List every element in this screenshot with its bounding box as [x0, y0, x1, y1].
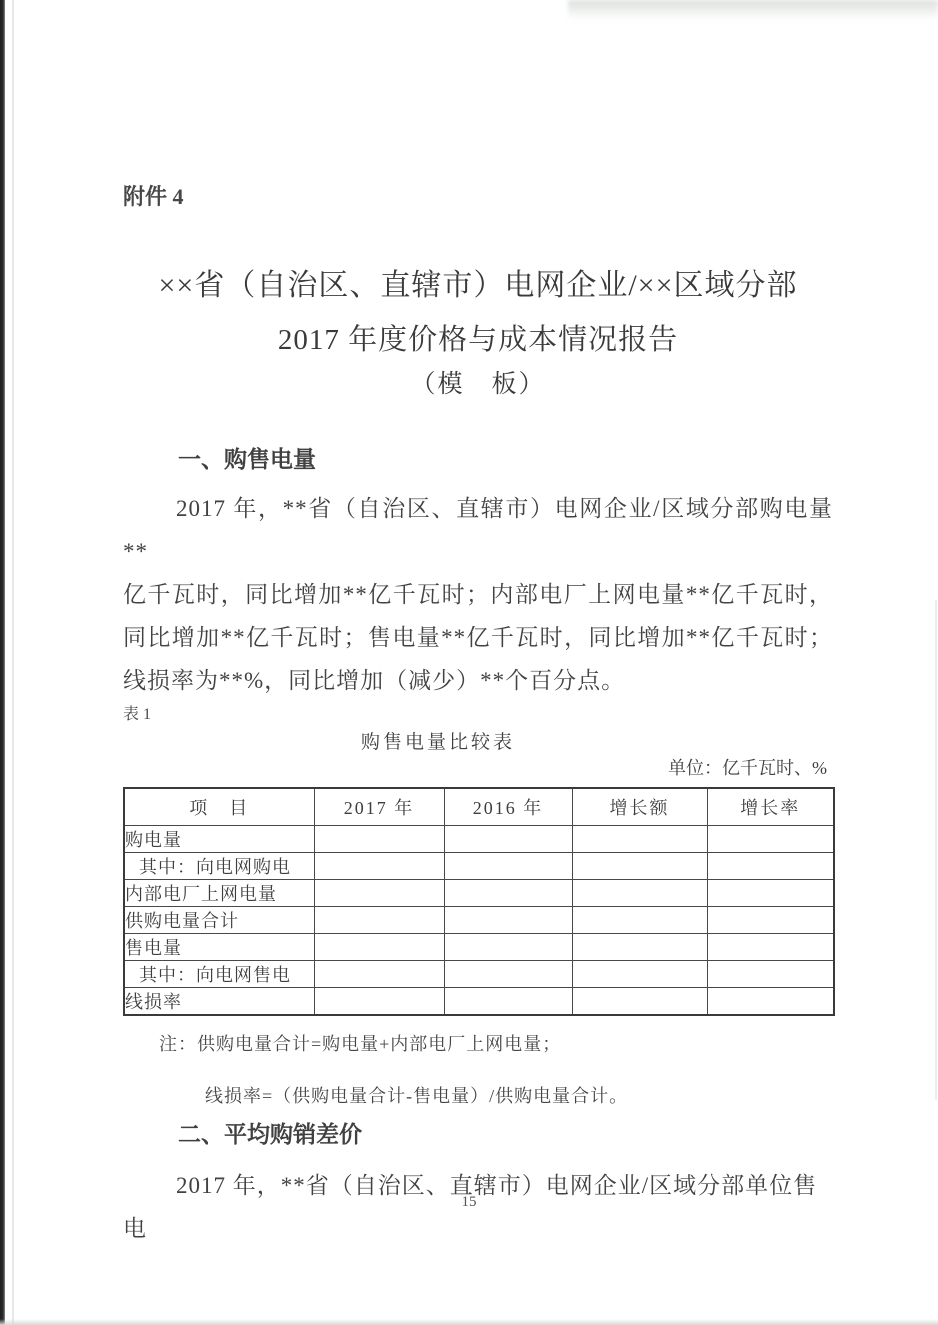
- table-row: [124, 826, 834, 853]
- scan-bottom-edge-artifact: [0, 1319, 938, 1325]
- document-title-line-2: 2017 年度价格与成本情况报告: [277, 324, 679, 356]
- column-header-2016: 2016 年: [444, 788, 572, 826]
- empty-cell: [572, 826, 707, 853]
- empty-cell: [707, 961, 834, 988]
- empty-cell: [707, 934, 834, 961]
- column-header-growth-rate: 增长率: [707, 788, 834, 826]
- section-2-heading: 二、平均购销差价: [178, 1122, 362, 1147]
- section-1-paragraph: [123, 487, 833, 702]
- paragraph-line: 亿千瓦时，同比增加**亿千瓦时；内部电厂上网电量**亿千瓦时，: [123, 582, 833, 607]
- table-header-row: [124, 788, 834, 826]
- empty-cell: [314, 853, 444, 880]
- table-row: [124, 853, 834, 880]
- table-1-label: 表 1: [123, 706, 152, 723]
- empty-cell: [572, 907, 707, 934]
- empty-cell: [444, 988, 572, 1016]
- empty-cell: [707, 853, 834, 880]
- empty-cell: [572, 880, 707, 907]
- empty-cell: [572, 853, 707, 880]
- table-row: [124, 961, 834, 988]
- column-header-growth-amount: 增长额: [572, 788, 707, 826]
- empty-cell: [444, 934, 572, 961]
- row-label: 供购电量合计: [124, 907, 314, 934]
- empty-cell: [314, 961, 444, 988]
- empty-cell: [707, 907, 834, 934]
- document-title-line-1: ××省（自治区、直辖市）电网企业/××区域分部: [158, 269, 798, 302]
- empty-cell: [707, 826, 834, 853]
- document-title-line-3: （模 板）: [410, 371, 546, 398]
- attachment-label: 附件 4: [123, 184, 184, 209]
- table-row: [124, 988, 834, 1016]
- empty-cell: [707, 988, 834, 1016]
- row-label: 售电量: [124, 934, 314, 961]
- table-row: [124, 880, 834, 907]
- page-number: 15: [461, 1194, 477, 1210]
- section-1-heading: 一、购售电量: [178, 447, 316, 472]
- paragraph-line: 2017 年，**省（自治区、直辖市）电网企业/区域分部单位售电: [123, 1173, 818, 1241]
- empty-cell: [707, 880, 834, 907]
- purchase-sale-comparison-table: [123, 787, 835, 1016]
- table-1-caption: 购售电量比较表: [360, 732, 515, 753]
- empty-cell: [444, 853, 572, 880]
- paragraph-line: 线损率为**%，同比增加（减少）**个百分点。: [123, 668, 626, 693]
- row-label: 线损率: [124, 988, 314, 1016]
- empty-cell: [444, 961, 572, 988]
- table-note-1: 注：供购电量合计=购电量+内部电厂上网电量；: [159, 1034, 562, 1054]
- empty-cell: [444, 880, 572, 907]
- empty-cell: [572, 934, 707, 961]
- empty-cell: [314, 826, 444, 853]
- row-label: 其中：向电网购电: [124, 853, 314, 880]
- empty-cell: [572, 988, 707, 1016]
- empty-cell: [314, 934, 444, 961]
- table-row: [124, 907, 834, 934]
- paragraph-line: 2017 年，**省（自治区、直辖市）电网企业/区域分部购电量**: [123, 496, 833, 564]
- empty-cell: [314, 988, 444, 1016]
- column-header-item: 项 目: [124, 788, 314, 826]
- empty-cell: [314, 907, 444, 934]
- row-label: 内部电厂上网电量: [124, 880, 314, 907]
- table-1-unit-note: 单位：亿千瓦时、%: [668, 758, 827, 778]
- empty-cell: [314, 880, 444, 907]
- table-row: [124, 934, 834, 961]
- paragraph-line: 同比增加**亿千瓦时；售电量**亿千瓦时，同比增加**亿千瓦时；: [123, 625, 833, 650]
- empty-cell: [572, 961, 707, 988]
- empty-cell: [444, 907, 572, 934]
- row-label: 其中：向电网售电: [124, 961, 314, 988]
- column-header-2017: 2017 年: [314, 788, 444, 826]
- row-label: 购电量: [124, 826, 314, 853]
- table-note-2: 线损率=（供购电量合计-售电量）/供购电量合计。: [205, 1086, 629, 1106]
- empty-cell: [444, 826, 572, 853]
